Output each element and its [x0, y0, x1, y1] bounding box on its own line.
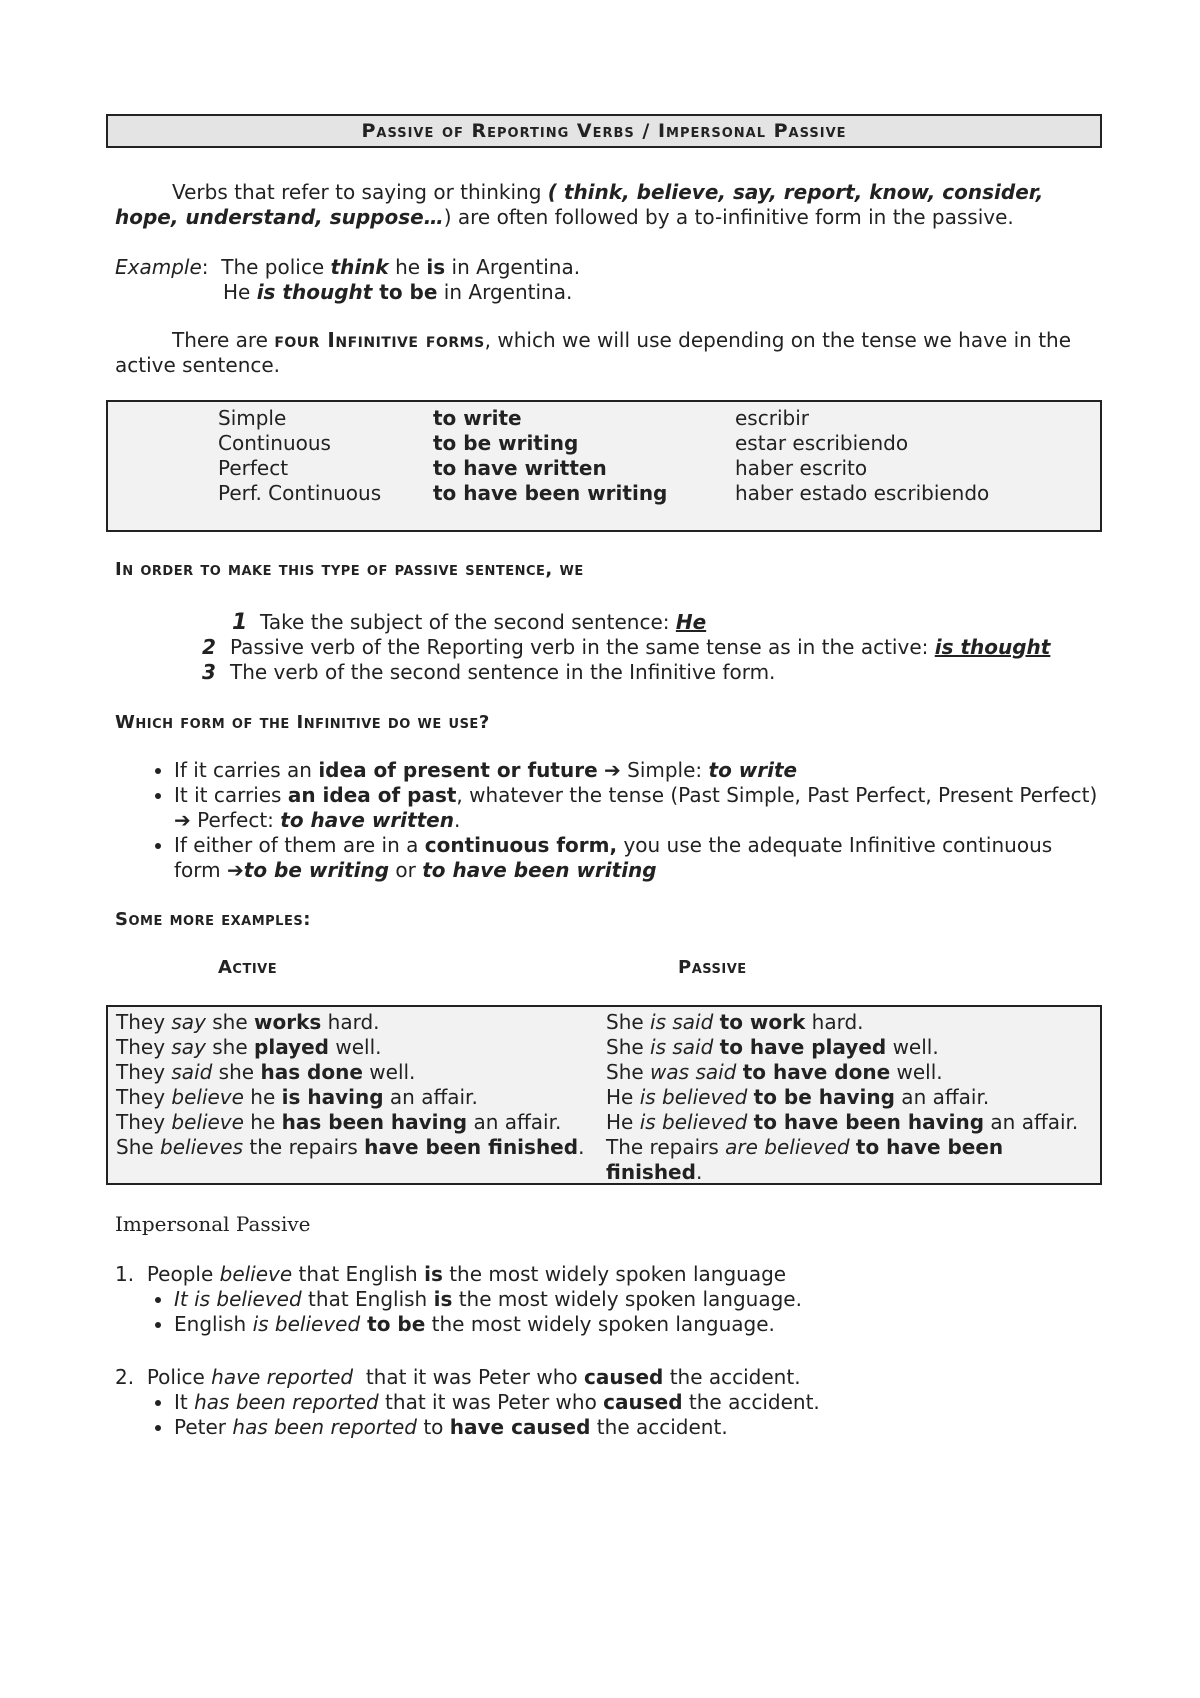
impersonal-example-2-list — [150, 1390, 1094, 1440]
item-number: 1. — [115, 1262, 135, 1286]
impersonal-example-2 — [115, 1365, 801, 1390]
arrow-icon: ➔ — [174, 808, 191, 832]
imp-text: It — [174, 1390, 195, 1414]
imp-verb: has been reported — [232, 1415, 417, 1439]
form-name: Perf. Continuous — [218, 481, 382, 505]
form-example: to write — [433, 406, 522, 430]
example-verb: think — [330, 255, 389, 279]
rule-text: If either of them are in a — [174, 833, 425, 857]
arrow-icon: ➔ — [227, 858, 244, 882]
four-forms-paragraph — [115, 328, 1090, 378]
ex-key: to have played — [719, 1035, 887, 1059]
example-text: in Argentina. — [437, 280, 573, 304]
ex-verb: is said — [650, 1035, 714, 1059]
ex-key: is having — [281, 1085, 384, 1109]
rule-text: Perfect: — [190, 808, 281, 832]
example-line-1 — [115, 255, 1090, 280]
list-item — [200, 660, 1100, 685]
imp-text: Peter — [174, 1415, 233, 1439]
imp-key: caused — [603, 1390, 683, 1414]
step-text: Passive verb of the Reporting verb in the same tense as in the active: — [230, 635, 935, 659]
rule-key: an idea of past — [287, 783, 457, 807]
table-row — [116, 1085, 596, 1110]
ex-text: he — [243, 1110, 282, 1134]
ex-text: They — [116, 1035, 172, 1059]
ex-text: well. — [890, 1060, 943, 1084]
imp-verb: It is believed — [174, 1287, 302, 1311]
table-row — [606, 1110, 1096, 1135]
ex-text: well. — [362, 1060, 416, 1084]
steps-list — [200, 610, 1100, 685]
ex-key: to be having — [753, 1085, 895, 1109]
rule-text: , whatever the tense (Past Simple, Past Perfect, Present Perfect) — [456, 783, 1098, 807]
table-row — [606, 1085, 1096, 1110]
table-row — [116, 1060, 596, 1085]
ex-text: She — [116, 1135, 161, 1159]
table-row — [108, 481, 1098, 506]
ex-text: They — [116, 1085, 172, 1109]
ex-text: well. — [886, 1035, 939, 1059]
imp-text: that English — [301, 1287, 434, 1311]
ex-text: . — [695, 1160, 703, 1184]
imp-key: is — [433, 1287, 453, 1311]
ex-text: They — [116, 1010, 172, 1034]
arrow-icon: ➔ — [597, 758, 628, 782]
four-forms-text: There are — [172, 328, 275, 352]
four-forms-text-end: , which we will use depending on the tense we have in the active sentence. — [115, 328, 1072, 377]
infinitive-rules-list — [150, 758, 1104, 883]
intro-text: Verbs that refer to saying or thinking — [172, 180, 548, 204]
ex-text: an affair. — [984, 1110, 1079, 1134]
imp-text: Police — [146, 1365, 212, 1389]
ex-key: has done — [260, 1060, 363, 1084]
ex-text: an affair. — [894, 1085, 990, 1109]
rule-text: Simple: — [627, 758, 709, 782]
list-item — [174, 1390, 1094, 1415]
impersonal-passive-heading: Impersonal Passive — [115, 1212, 311, 1236]
step-text: Take the subject of the second sentence: — [260, 610, 676, 634]
imp-verb: has been reported — [194, 1390, 379, 1414]
list-item — [174, 783, 1104, 833]
imp-text: that English — [292, 1262, 425, 1286]
imp-text: the most widely spoken language. — [425, 1312, 775, 1336]
ex-verb: believe — [171, 1085, 244, 1109]
ex-verb: say — [171, 1035, 206, 1059]
table-row — [116, 1110, 596, 1135]
table-row — [108, 431, 1098, 456]
imp-text: the accident. — [663, 1365, 801, 1389]
ex-key: to have been having — [753, 1110, 985, 1134]
item-number: 2. — [115, 1365, 135, 1389]
imp-verb: believe — [219, 1262, 293, 1286]
form-example: to be writing — [433, 431, 579, 455]
ex-text: He — [606, 1110, 640, 1134]
imp-text: the most widely spoken language — [442, 1262, 787, 1286]
imp-text: People — [146, 1262, 220, 1286]
example-verb: to be — [372, 280, 438, 304]
example-text: He — [223, 280, 257, 304]
ex-text: She — [606, 1035, 651, 1059]
ex-key: works — [254, 1010, 322, 1034]
list-item — [174, 758, 1104, 783]
ex-text: an affair. — [467, 1110, 562, 1134]
ex-text: she — [205, 1010, 255, 1034]
rule-form: to have written — [280, 808, 454, 832]
step-text: The verb of the second sentence in the Infinitive form. — [230, 660, 776, 684]
ex-verb: was said — [650, 1060, 737, 1084]
rule-key: continuous form, — [424, 833, 618, 857]
table-row — [116, 1035, 596, 1060]
infinitive-forms-table — [106, 400, 1102, 532]
ex-text: well. — [329, 1035, 382, 1059]
form-spanish: estar escribiendo — [735, 431, 909, 455]
table-row — [606, 1035, 1096, 1060]
rule-text: you use the adequate Infinitive continuous form — [174, 833, 1053, 882]
imp-key: to be — [360, 1312, 426, 1336]
table-row — [606, 1135, 1036, 1185]
rule-form: to be writing — [243, 858, 390, 882]
example-line-2 — [223, 280, 1198, 305]
example-text: he — [388, 255, 427, 279]
form-example: to have written — [433, 456, 607, 480]
passive-column-heading: Passive — [678, 957, 747, 978]
ex-text: She — [606, 1060, 651, 1084]
intro-text-end: ) are often followed by a to-infinitive form in the passive. — [443, 205, 1014, 229]
ex-verb: say — [171, 1010, 206, 1034]
page-title: Passive of Reporting Verbs / Impersonal Passive — [106, 114, 1102, 148]
ex-key: to work — [719, 1010, 806, 1034]
imp-verb: have reported — [211, 1365, 354, 1389]
ex-verb: believe — [171, 1110, 244, 1134]
table-row — [108, 456, 1098, 481]
impersonal-example-1-list — [150, 1287, 1094, 1337]
table-row — [606, 1010, 1096, 1035]
table-row — [116, 1135, 606, 1160]
imp-key: is — [424, 1262, 443, 1286]
active-column-heading: Active — [218, 957, 278, 978]
example-colon: : — [201, 255, 209, 279]
four-forms-term: four Infinitive forms — [274, 328, 485, 352]
step-number: 2 — [202, 635, 216, 659]
ex-key: played — [254, 1035, 330, 1059]
form-name: Continuous — [218, 431, 331, 455]
imp-text: the accident. — [682, 1390, 820, 1414]
which-form-heading: Which form of the Infinitive do we use? — [115, 712, 490, 733]
ex-text: he — [243, 1085, 282, 1109]
example-label: Example — [115, 255, 202, 279]
ex-verb: is believed — [639, 1110, 748, 1134]
ex-text: she — [205, 1035, 255, 1059]
rule-text: It it carries — [174, 783, 288, 807]
intro-paragraph — [115, 180, 1090, 230]
step-key: is thought — [934, 635, 1051, 659]
example-text: in Argentina. — [445, 255, 581, 279]
ex-text: . — [578, 1135, 585, 1159]
imp-text: English — [174, 1312, 253, 1336]
step-number: 1 — [232, 610, 248, 635]
rule-key: idea of present or future — [318, 758, 598, 782]
example-text: The police — [221, 255, 331, 279]
ex-key: to have been finished — [606, 1135, 1004, 1184]
ex-text: They — [116, 1110, 172, 1134]
rule-text: . — [453, 808, 461, 832]
table-row — [606, 1060, 1096, 1085]
ex-key: to have done — [742, 1060, 891, 1084]
step-number: 3 — [202, 660, 216, 684]
imp-text: that it was Peter who — [353, 1365, 584, 1389]
list-item — [174, 1287, 1094, 1312]
imp-key: caused — [583, 1365, 664, 1389]
ex-text: He — [606, 1085, 640, 1109]
form-name: Perfect — [218, 456, 289, 480]
ex-key: have been finished — [364, 1135, 579, 1159]
rule-text: If it carries an — [174, 758, 319, 782]
imp-verb: is believed — [252, 1312, 361, 1336]
imp-key: have caused — [449, 1415, 591, 1439]
ex-text: an affair. — [383, 1085, 478, 1109]
intro-verbs: ( think, believe, say, report, know, consider, hope, understand, suppose… — [115, 180, 1044, 229]
ex-verb: said — [171, 1060, 213, 1084]
example-verb: is thought — [256, 280, 373, 304]
ex-verb: is said — [650, 1010, 714, 1034]
form-spanish: haber escrito — [735, 456, 868, 480]
list-item — [200, 610, 1100, 635]
table-row — [108, 406, 1098, 431]
ex-text: hard. — [321, 1010, 380, 1034]
rule-form: to have been writing — [422, 858, 657, 882]
rule-text: or — [389, 858, 423, 882]
impersonal-example-1 — [115, 1262, 786, 1287]
example-verb: is — [426, 255, 446, 279]
rule-form: to write — [708, 758, 798, 782]
list-item — [174, 1415, 1094, 1440]
list-item — [200, 635, 1100, 660]
imp-text: that it was Peter who — [378, 1390, 604, 1414]
imp-text: to — [416, 1415, 450, 1439]
list-item — [174, 833, 1104, 883]
form-name: Simple — [218, 406, 287, 430]
ex-text: She — [606, 1010, 651, 1034]
list-item — [174, 1312, 1094, 1337]
form-spanish: escribir — [735, 406, 809, 430]
ex-text: The repairs — [606, 1135, 726, 1159]
table-row — [116, 1010, 596, 1035]
in-order-heading: In order to make this type of passive sentence, we — [115, 559, 584, 580]
ex-verb: are believed — [725, 1135, 850, 1159]
ex-text: she — [212, 1060, 261, 1084]
ex-text: They — [116, 1060, 172, 1084]
step-key: He — [675, 610, 707, 634]
ex-text: the repairs — [243, 1135, 365, 1159]
form-spanish: haber estado escribiendo — [735, 481, 990, 505]
form-example: to have been writing — [433, 481, 668, 505]
ex-text: hard. — [805, 1010, 864, 1034]
ex-verb: believes — [160, 1135, 244, 1159]
imp-text: the most widely spoken language. — [452, 1287, 802, 1311]
imp-text: the accident. — [590, 1415, 728, 1439]
ex-key: has been having — [281, 1110, 468, 1134]
ex-verb: is believed — [639, 1085, 748, 1109]
some-more-heading: Some more examples: — [115, 909, 311, 930]
examples-table — [106, 1005, 1102, 1185]
